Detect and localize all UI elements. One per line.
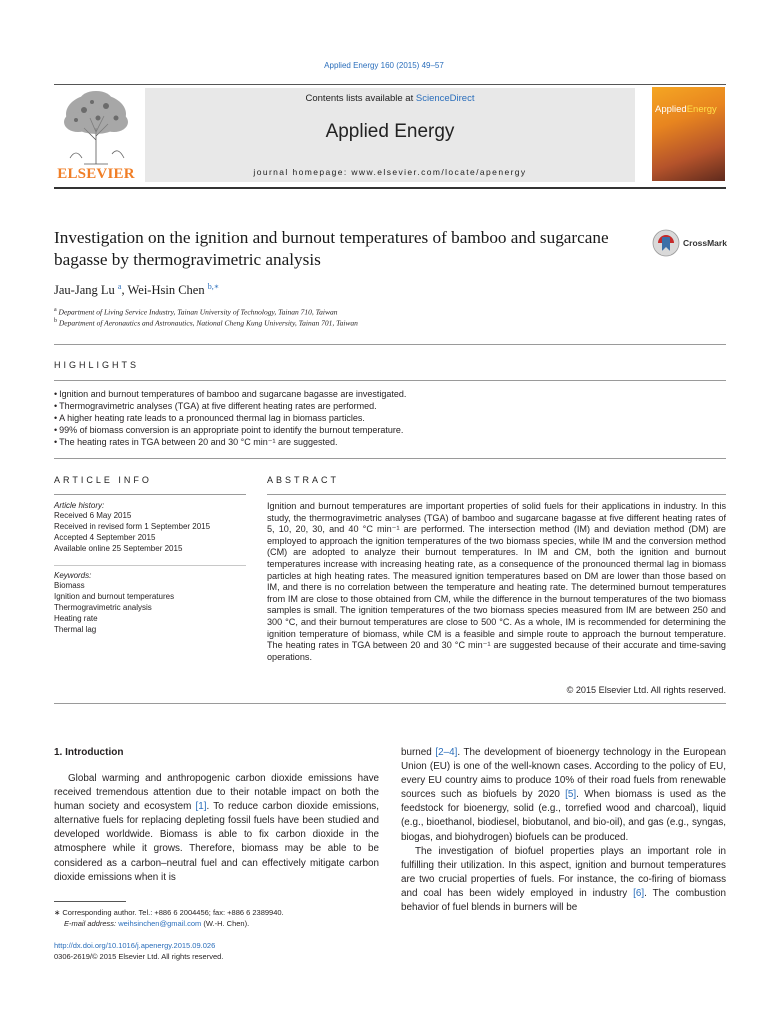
- abstract-heading: ABSTRACT: [267, 475, 340, 485]
- email-label: E-mail address:: [64, 919, 119, 928]
- author-name: Jau-Jang Lu: [54, 283, 115, 298]
- divider-article-info: [54, 494, 246, 495]
- body-paragraph: [401, 746, 726, 845]
- divider-before-article-info: [54, 458, 726, 459]
- article-history-list: [54, 511, 210, 555]
- keywords-list: [54, 581, 174, 636]
- keyword-item: Thermogravimetric analysis: [54, 602, 152, 612]
- body-paragraph: [54, 772, 379, 885]
- body-column-left: [54, 772, 379, 885]
- journal-cover-thumbnail[interactable]: [652, 87, 725, 181]
- citation-link[interactable]: [1]: [195, 801, 207, 813]
- divider-keywords: [54, 565, 246, 566]
- keywords-heading: Keywords:: [54, 571, 92, 580]
- body-text: Global warming and anthropogenic carbon dioxide emissions have received tremendous attention due to their notable impact on both the human society and ecosystem: [54, 773, 379, 813]
- journal-title: Applied Energy: [325, 121, 455, 142]
- highlights-list: [54, 389, 726, 449]
- body-text: . To reduce carbon dioxide emissions, alternative fuels for replacing depleting fossil fuels have been studied and developed worldwide. Biomass is able to fix carbon dioxide in the atmosphere while it grows. Therefore, biomass may be able to be considered as a carbon–neutral fuel and can effectively mitigate carbon dioxide emissions when it is: [54, 801, 379, 883]
- crossmark-icon: [652, 229, 680, 257]
- author-list: [54, 282, 219, 298]
- paper-title: Investigation on the ignition and burnout temperatures of bamboo and sugarcane bagasse by thermogravimetric analysis: [54, 228, 609, 269]
- history-item: Received 6 May 2015: [54, 511, 132, 520]
- highlight-item: • Ignition and burnout temperatures of bamboo and sugarcane bagasse are investigated.: [54, 389, 726, 401]
- footnote-rule: [54, 901, 126, 902]
- elsevier-logo[interactable]: [54, 88, 138, 182]
- divider-abstract: [267, 494, 726, 495]
- email-link[interactable]: weihsinchen@gmail.com: [118, 919, 202, 928]
- citation-link[interactable]: [2–4]: [435, 747, 458, 758]
- keyword-item: Heating rate: [54, 613, 98, 623]
- highlight-item: • Thermogravimetric analyses (TGA) at five different heating rates are performed.: [54, 401, 726, 413]
- issn-copyright-line: 0306-2619/© 2015 Elsevier Ltd. All rights reserved.: [54, 952, 224, 961]
- history-item: Available online 25 September 2015: [54, 543, 183, 553]
- divider-before-body: [54, 703, 726, 704]
- highlight-item: • 99% of biomass conversion is an appropriate point to identify the burnout temperature.: [54, 425, 726, 437]
- elsevier-tree-icon: [54, 88, 138, 166]
- doi-link[interactable]: http://dx.doi.org/10.1016/j.apenergy.2015.09.026: [54, 941, 216, 950]
- highlights-heading: HIGHLIGHTS: [54, 360, 140, 370]
- body-text: . The combustion behavior of fuel blends in burners will be: [401, 887, 726, 914]
- elsevier-wordmark: ELSEVIER: [57, 166, 135, 182]
- keyword-item: Thermal lag: [54, 624, 97, 634]
- history-item: Accepted 4 September 2015: [54, 532, 156, 542]
- highlight-item: • A higher heating rate leads to a pronounced thermal lag in biomass particles.: [54, 413, 726, 425]
- abstract-copyright: © 2015 Elsevier Ltd. All rights reserved.: [566, 685, 726, 695]
- journal-reference[interactable]: Applied Energy 160 (2015) 49–57: [324, 61, 444, 70]
- sciencedirect-link[interactable]: ScienceDirect: [415, 93, 475, 104]
- author-separator: ,: [121, 283, 128, 298]
- journal-homepage[interactable]: journal homepage: www.elsevier.com/locate/apenergy: [253, 167, 527, 177]
- affiliation-text: Department of Aeronautics and Astronautics, National Cheng Kung University, Tainan 701, Taiwan: [58, 318, 358, 328]
- crossmark-badge[interactable]: [652, 229, 732, 259]
- author-name: Wei-Hsin Chen: [127, 283, 205, 298]
- cover-title: [655, 104, 717, 115]
- affiliation-text: Department of Living Service Industry, Tainan University of Technology, Tainan 710, Taiwan: [58, 307, 338, 317]
- email-suffix: (W.-H. Chen).: [201, 919, 250, 928]
- divider-highlights: [54, 380, 726, 381]
- contents-prefix: Contents lists available at: [305, 93, 416, 104]
- author-affiliation-mark[interactable]: a: [117, 282, 122, 291]
- body-paragraph: [401, 845, 726, 915]
- body-text: burned: [401, 747, 436, 758]
- crossmark-label: CrossMark: [683, 238, 727, 248]
- author-affiliation-mark[interactable]: b,∗: [207, 282, 220, 291]
- affiliation-b: [54, 318, 358, 328]
- header-rule-bottom: [54, 187, 726, 189]
- journal-header-box: [145, 88, 635, 182]
- highlight-item: • The heating rates in TGA between 20 and 30 °C min⁻¹ are suggested.: [54, 437, 726, 449]
- section-heading-introduction: 1. Introduction: [54, 747, 124, 758]
- affiliation-mark: b: [54, 318, 57, 324]
- divider-before-highlights: [54, 344, 726, 345]
- email-footnote: [64, 919, 249, 928]
- body-text: The investigation of biofuel properties plays an important role in fulfilling their utilization. In this aspect, ignition and burnout temperatures are two crucial properties of fuels. For instance, the co-firing of biomass and coal has been widely employed in industry: [401, 845, 726, 899]
- body-column-right: [401, 746, 726, 915]
- cover-title-part1: Applied: [655, 104, 687, 115]
- cover-title-part2: Energy: [686, 104, 717, 115]
- affiliation-mark: a: [54, 307, 57, 313]
- header-rule-top: [54, 84, 726, 85]
- contents-line: [145, 93, 635, 104]
- keyword-item: Ignition and burnout temperatures: [54, 591, 175, 601]
- keyword-item: Biomass: [54, 581, 85, 590]
- citation-link[interactable]: [6]: [633, 887, 645, 899]
- body-text: . When biomass is used as the feedstock for bioenergy, solid (e.g., torrefied wood and charcoal), liquid (e.g., bioethanol, biodiesel, biobutanol, and bio-oil), and gas (e.g., syngas, biogas, and biohydrogen) biofuels can be produced.: [401, 789, 726, 843]
- corresponding-author-footnote: ∗ Corresponding author. Tel.: +886 6 2004456; fax: +886 6 2389940.: [54, 908, 284, 917]
- affiliation-a: [54, 307, 337, 317]
- abstract-text: Ignition and burnout temperatures are important properties of solid fuels for their applications in industry. In this study, the thermogravimetric analyses (TGA) of bamboo and sugarcane bagasse at five different heating rates of 5, 10, 20, 30, and 40 °C min⁻¹ are performed. The intersection method (IM) and deviation method (DM) are employed to approach the ignition temperatures of the two biomass species, while IM and the conversion method (CM) are adopted to analyze their burnout temperatures. In IM and CM, both the ignition and burnout temperatures increase with increasing heating rate, as a consequence of the pronounced thermal lag in biomass particles at high heating rates. The measured ignition temperatures based on DM are lower than those based on IM, and there is no correlation between the temperature and heating rate. The determined burnout temperatures from IM are close to those obtained from CM, while the difference in the burnout temperatures of the two biomass samples is small. The ignition temperatures of the two biomass species measured from IM are between 250 and 300 °C, and their burnout temperatures are close to 500 °C. As a whole, IM is recommended for determining the ignition temperature of biomass, while CM is a feasible and simple route to approach the burnout temperature. The heating rates in TGA between 20 and 30 °C min⁻¹ are suggested because of their accurate and time-saving operations.: [267, 501, 726, 662]
- body-text: . The development of bioenergy technology in the European Union (EU) is one of the well-known cases. According to the policy of EU, every EU country aims to produce 10% of their road fuels from renewable sources such as biofuels by 2020: [401, 747, 727, 801]
- citation-link[interactable]: [5]: [565, 789, 577, 801]
- history-item: Received in revised form 1 September 2015: [54, 521, 211, 531]
- article-history-heading: Article history:: [54, 501, 105, 510]
- article-info-heading: ARTICLE INFO: [54, 475, 152, 485]
